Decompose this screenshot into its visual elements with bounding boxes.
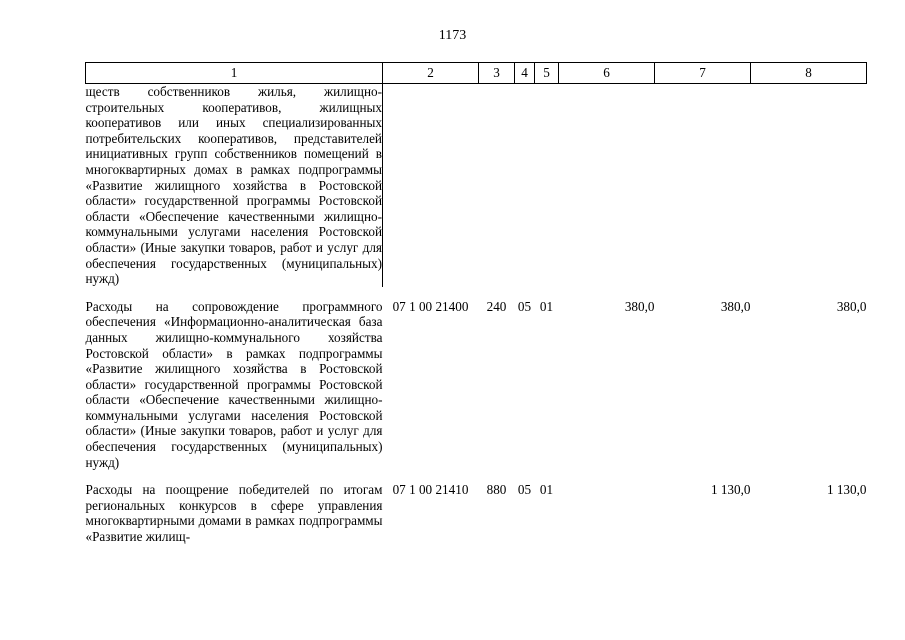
row-year3: 380,0 [836, 298, 867, 314]
column-header: 7 [655, 63, 751, 84]
row-description: Расходы на поощрение победителей по итогам региональных конкурсов в сфере управления многоквартирными домами в рамках подпрограммы «Развитие жилищ- [85, 482, 383, 545]
row-spacer [86, 287, 867, 299]
row-code: 07 1 00 21410 [392, 482, 469, 498]
row-year3 [751, 84, 867, 287]
table-row [86, 84, 867, 287]
row-rz: 05 [517, 298, 532, 314]
row-pr: 01 [539, 482, 554, 498]
row-year3: 1 130,0 [826, 482, 867, 498]
row-vr [479, 84, 515, 287]
row-year2 [655, 84, 751, 287]
row-year1 [559, 84, 655, 287]
column-header-row [86, 63, 867, 84]
table-row [86, 482, 867, 544]
column-header: 8 [751, 63, 867, 84]
column-header: 1 [86, 63, 383, 84]
column-header: 4 [515, 63, 535, 84]
row-vr: 240 [486, 298, 507, 314]
row-spacer [86, 470, 867, 482]
column-header: 3 [479, 63, 515, 84]
row-year2: 380,0 [720, 298, 751, 314]
row-year1 [559, 482, 655, 544]
row-description: ществ собственников жилья, жилищно-строительных кооперативов, жилищных кооперативов или иных специализированных потребительских кооперативов, представителей инициативных групп собственников помещений в многоквартирных домах в рамках подпрограммы «Развитие жилищного хозяйства в Ростовской области» государственной программы Ростовской области «Обеспечение качественными жилищно-коммунальными услугами населения Ростовской области» (Иные закупки товаров, работ и услуг для обеспечения государственных (муниципальных) нужд) [85, 84, 382, 287]
column-header: 2 [383, 63, 479, 84]
column-header: 5 [535, 63, 559, 84]
row-year2: 1 130,0 [710, 482, 751, 498]
row-vr: 880 [486, 482, 507, 498]
table-row [86, 299, 867, 471]
row-rz: 05 [517, 482, 532, 498]
row-code [383, 84, 479, 287]
column-header: 6 [559, 63, 655, 84]
row-rz [515, 84, 535, 287]
row-pr: 01 [539, 298, 554, 314]
page-number: 1173 [438, 28, 467, 43]
row-pr [535, 84, 559, 287]
row-year1: 380,0 [624, 298, 655, 314]
row-description: Расходы на сопровождение программного обеспечения «Информационно-аналитическая база данных жилищно-коммунального хозяйства Ростовской области» в рамках подпрограммы «Развитие жилищного хозяйства в Ростовской области» государственной программы Ростовской области «Обеспечение качественными жилищно-коммунальными услугами населения Ростовской области» (Иные закупки товаров, работ и услуг для обеспечения государственных (муниципальных) нужд) [85, 298, 383, 470]
budget-table [85, 62, 867, 545]
row-code: 07 1 00 21400 [392, 298, 469, 314]
